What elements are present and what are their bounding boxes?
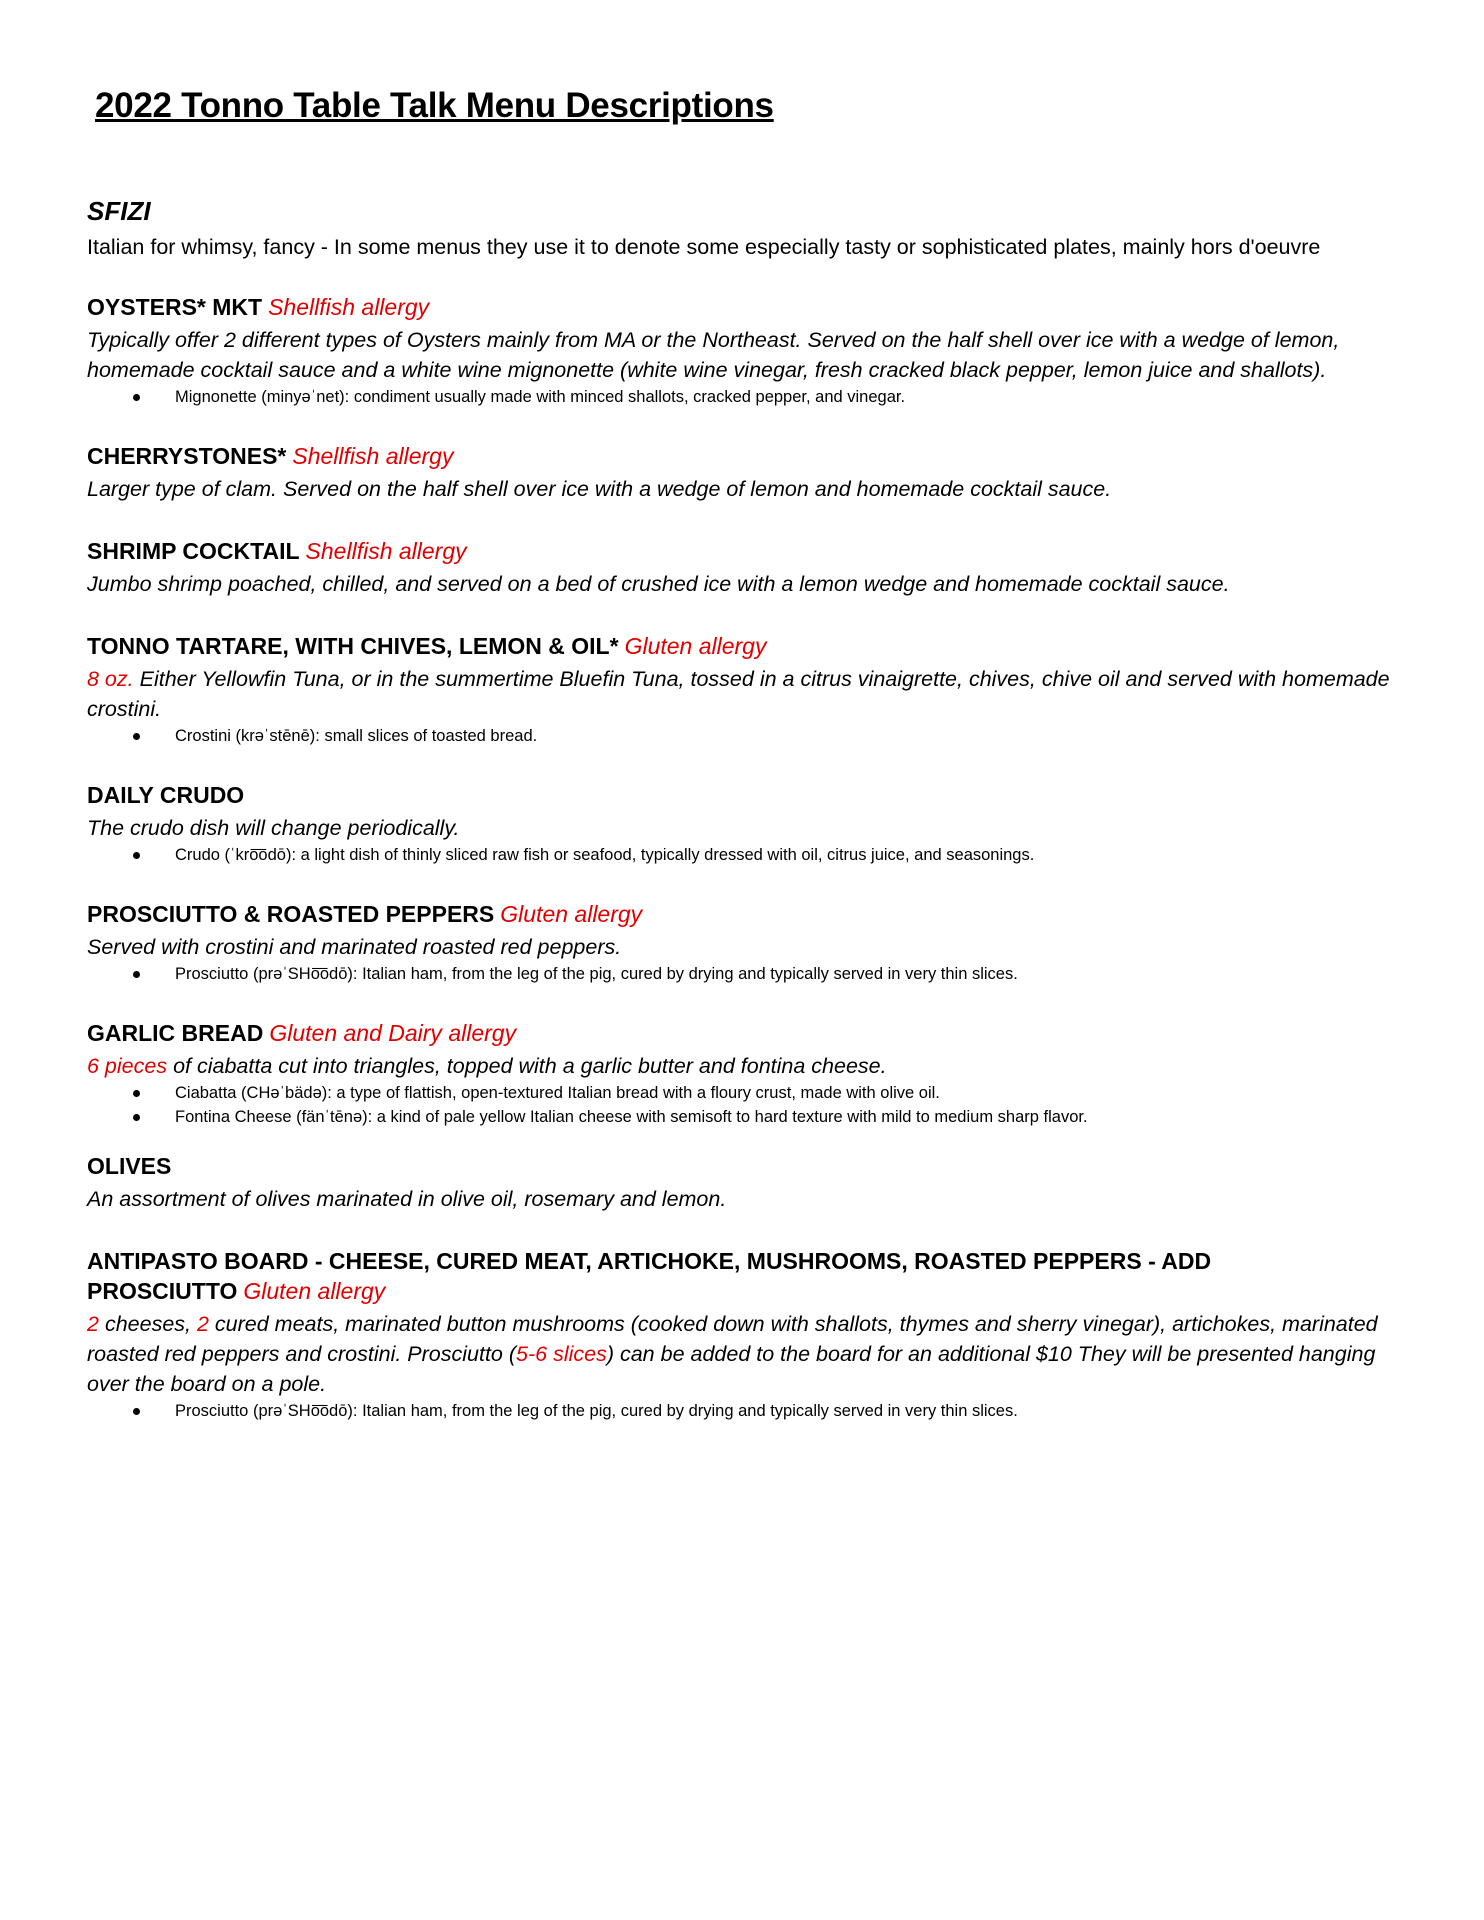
menu-document [87,86,1417,1423]
item-description: An assortment of olives marinated in olive oil, rosemary and lemon. [87,1187,727,1211]
menu-item-prosciutto-peppers [87,899,1417,986]
item-heading [87,292,1417,322]
item-heading [87,1151,1417,1181]
note-item: Prosciutto (prəˈSHo͞odō): Italian ham, from the leg of the pig, cured by drying and typically served in very thin slices. [87,1399,1417,1423]
description-text: ) can be added to the board for an additional $10 They will be presented hanging over the board on a pole. [87,1342,1376,1396]
item-description: Served with crostini and marinated roasted red peppers. [87,935,622,959]
item-description: Jumbo shrimp poached, chilled, and served on a bed of crushed ice with a lemon wedge and homemade cocktail sauce. [87,572,1230,596]
item-description: The crudo dish will change periodically. [87,816,460,840]
pronunciation-notes [87,385,1417,409]
item-heading [87,536,1417,566]
menu-item-daily-crudo [87,780,1417,867]
item-description [87,1309,1417,1399]
item-name: CHERRYSTONES* [87,443,287,469]
menu-item-oysters [87,292,1417,409]
menu-item-cherrystones [87,441,1417,504]
allergy-label: Gluten allergy [243,1278,386,1304]
item-heading [87,441,1417,471]
allergy-label: Gluten and Dairy allergy [269,1020,517,1046]
item-name: OLIVES [87,1153,172,1179]
description-text: Either Yellowfin Tuna, or in the summertime Bluefin Tuna, tossed in a citrus vinaigrette, chives, chive oil and served with homemade crostini. [87,667,1390,721]
note-item: Mignonette (minyəˈnet): condiment usually made with minced shallots, cracked pepper, and vinegar. [87,385,1417,409]
slice-count: 5-6 slices [516,1342,607,1366]
item-description [87,664,1417,724]
item-name: PROSCIUTTO & ROASTED PEPPERS [87,901,495,927]
pronunciation-notes [87,724,1417,748]
item-name: GARLIC BREAD [87,1020,264,1046]
allergy-label: Gluten allergy [624,633,767,659]
note-item: Crudo (ˈkro͞odō): a light dish of thinly sliced raw fish or seafood, typically dressed with oil, citrus juice, and seasonings. [87,843,1417,867]
item-heading [87,1018,1417,1048]
note-item: Ciabatta (CHəˈbädə): a type of flattish, open-textured Italian bread with a floury crust, made with olive oil. [87,1081,1417,1105]
menu-item-tonno-tartare [87,631,1417,748]
page-title: 2022 Tonno Table Talk Menu Descriptions [95,86,774,125]
portion-size: 6 pieces [87,1054,168,1078]
section-heading: SFIZI [87,196,151,226]
cheese-count: 2 [87,1312,99,1336]
menu-item-shrimp-cocktail [87,536,1417,599]
item-heading [87,1246,1417,1306]
section-description: Italian for whimsy, fancy - In some menus they use it to denote some especially tasty or sophisticated plates, mainly hors d'oeuvre [87,235,1321,259]
menu-item-garlic-bread [87,1018,1417,1129]
meat-count: 2 [196,1312,209,1336]
item-description [87,1051,1417,1081]
menu-item-olives [87,1151,1417,1214]
description-text: cured meats, marinated button mushrooms (cooked down with shallots, thymes and sherry vinegar), artichokes, marinated roasted red peppers and crostini. Prosciutto ( [87,1312,1378,1366]
item-name: ANTIPASTO BOARD - CHEESE, CURED MEAT, ARTICHOKE, MUSHROOMS, ROASTED PEPPERS - ADD PROSCIUTTO [87,1248,1212,1304]
item-description: Larger type of clam. Served on the half shell over ice with a wedge of lemon and homemade cocktail sauce. [87,477,1112,501]
description-text: cheeses, [98,1312,197,1336]
item-name: TONNO TARTARE, WITH CHIVES, LEMON & OIL* [87,633,619,659]
pronunciation-notes [87,1399,1417,1423]
item-name: OYSTERS* MKT [87,294,263,320]
pronunciation-notes [87,962,1417,986]
item-heading [87,780,1417,810]
note-item: Prosciutto (prəˈSHo͞odō): Italian ham, from the leg of the pig, cured by drying and typically served in very thin slices. [87,962,1417,986]
item-heading [87,631,1417,661]
portion-size: 8 oz. [87,667,134,691]
allergy-label: Gluten allergy [500,901,643,927]
note-item: Fontina Cheese (fänˈtēnə): a kind of pale yellow Italian cheese with semisoft to hard texture with mild to medium sharp flavor. [87,1105,1417,1129]
pronunciation-notes [87,1081,1417,1129]
item-heading [87,899,1417,929]
pronunciation-notes [87,843,1417,867]
allergy-label: Shellfish allergy [268,294,430,320]
note-item: Crostini (krəˈstēnē): small slices of toasted bread. [87,724,1417,748]
description-text: of ciabatta cut into triangles, topped with a garlic butter and fontina cheese. [173,1054,887,1078]
item-name: DAILY CRUDO [87,782,245,808]
menu-item-antipasto-board [87,1246,1417,1423]
item-description: Typically offer 2 different types of Oysters mainly from MA or the Northeast. Served on the half shell over ice with a wedge of lemon, homemade cocktail sauce and a white wine mignonette (white wine vinegar, fresh cracked black pepper, lemon juice and shallots). [87,328,1340,382]
allergy-label: Shellfish allergy [305,538,467,564]
allergy-label: Shellfish allergy [292,443,454,469]
item-name: SHRIMP COCKTAIL [87,538,300,564]
